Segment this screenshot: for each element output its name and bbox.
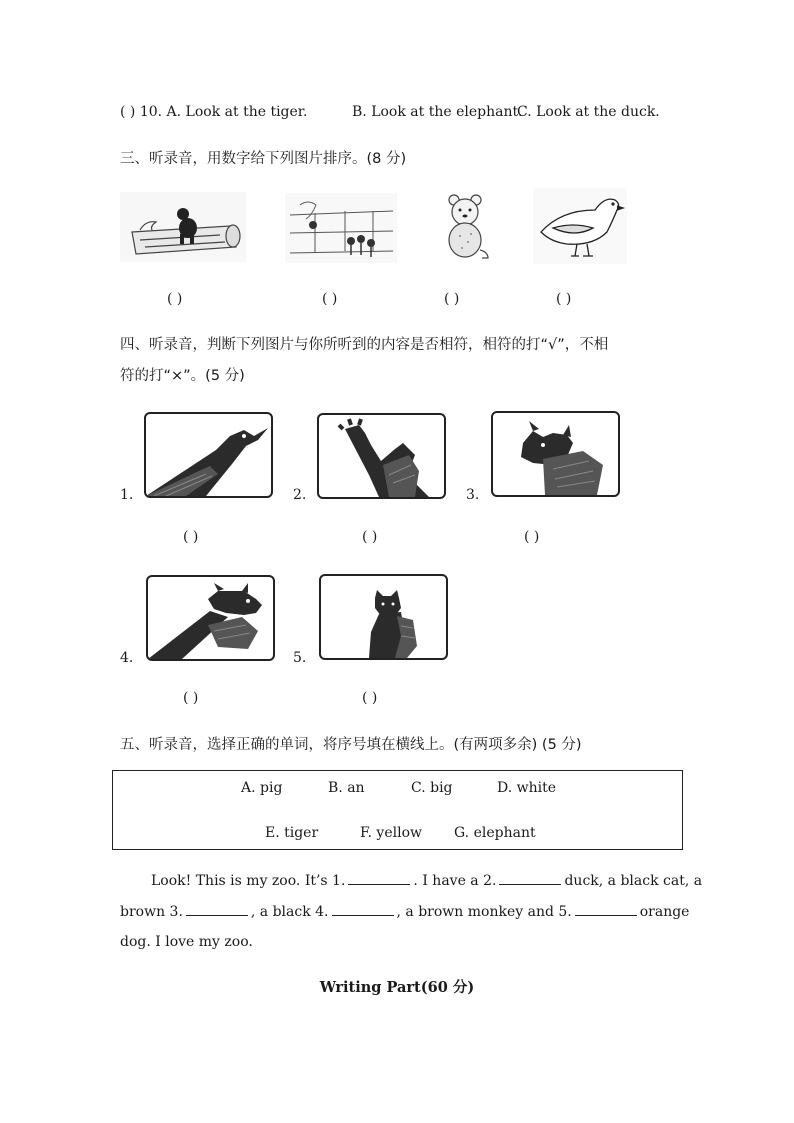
- q10-stem: 10. A. Look at the tiger.: [139, 104, 308, 120]
- section4-item-3-answer[interactable]: ( ): [524, 529, 540, 545]
- cat-shadow-picture: [319, 574, 448, 660]
- section4-item-3-number: 3.: [466, 487, 480, 503]
- q10-option-c: C. Look at the duck.: [517, 104, 660, 120]
- bird-shadow-picture: [144, 412, 273, 498]
- children-at-zoo-picture: [285, 193, 397, 263]
- section4-item-1-answer[interactable]: ( ): [183, 529, 199, 545]
- word-option-f: F. yellow: [360, 825, 422, 841]
- passage-text-2b: , a black 4.: [250, 904, 329, 920]
- section3-answer-2[interactable]: ( ): [322, 291, 338, 307]
- pigeon-picture: [533, 188, 627, 264]
- word-option-c: C. big: [411, 780, 453, 796]
- passage-line-2: [120, 903, 689, 920]
- word-option-e: E. tiger: [265, 825, 319, 841]
- passage-line-1: [151, 872, 702, 889]
- section3-answer-4[interactable]: ( ): [556, 291, 572, 307]
- q10-option-b: B. Look at the elephant.: [352, 104, 523, 120]
- word-option-d: D. white: [497, 780, 557, 796]
- section4-item-4-answer[interactable]: ( ): [183, 690, 199, 706]
- monkey-on-log-picture: [120, 192, 246, 262]
- section4-item-5-answer[interactable]: ( ): [362, 690, 378, 706]
- dog-shadow-picture: [491, 411, 620, 497]
- bear-toy-picture: [436, 190, 492, 264]
- word-option-g: G. elephant: [454, 825, 536, 841]
- writing-part-title: Writing Part(60 分): [319, 979, 475, 996]
- blank-1[interactable]: [348, 872, 410, 885]
- section3-answer-1[interactable]: ( ): [167, 291, 183, 307]
- passage-text-2d: orange: [639, 904, 690, 920]
- passage-text-1b: . I have a 2.: [413, 873, 497, 889]
- word-option-a: A. pig: [241, 780, 283, 796]
- blank-2[interactable]: [499, 872, 561, 885]
- section3-answer-3[interactable]: ( ): [444, 291, 460, 307]
- q10-answer-paren: ( ): [120, 104, 136, 120]
- passage-text-1c: duck, a black cat, a: [564, 873, 703, 889]
- blank-3[interactable]: [186, 903, 248, 916]
- section4-item-1-number: 1.: [120, 487, 134, 503]
- section4-item-2-number: 2.: [293, 487, 307, 503]
- q10-line: [120, 104, 307, 120]
- section3-heading: 三、听录音，用数字给下列图片排序。(8 分): [120, 151, 407, 167]
- section4-heading-line1: 四、听录音，判断下列图片与你所听到的内容是否相符，相符的打“√”，不相: [120, 337, 609, 353]
- passage-text-2c: , a brown monkey and 5.: [396, 904, 572, 920]
- word-option-b: B. an: [328, 780, 365, 796]
- section5-heading: 五、听录音，选择正确的单词，将序号填在横线上。(有两项多余) (5 分): [120, 737, 582, 753]
- pig-shadow-picture: [146, 575, 275, 661]
- word-bank-box: [112, 770, 683, 850]
- blank-4[interactable]: [332, 903, 394, 916]
- passage-line-3: dog. I love my zoo.: [120, 934, 253, 950]
- passage-text-2a: brown 3.: [120, 904, 183, 920]
- passage-text-1a: Look! This is my zoo. It’s 1.: [151, 873, 346, 889]
- giraffe-shadow-picture: [317, 413, 446, 499]
- section4-item-4-number: 4.: [120, 650, 134, 666]
- section4-item-5-number: 5.: [293, 650, 307, 666]
- section4-item-2-answer[interactable]: ( ): [362, 529, 378, 545]
- blank-5[interactable]: [575, 903, 637, 916]
- section4-heading-line2: 符的打“×”。(5 分): [120, 368, 245, 384]
